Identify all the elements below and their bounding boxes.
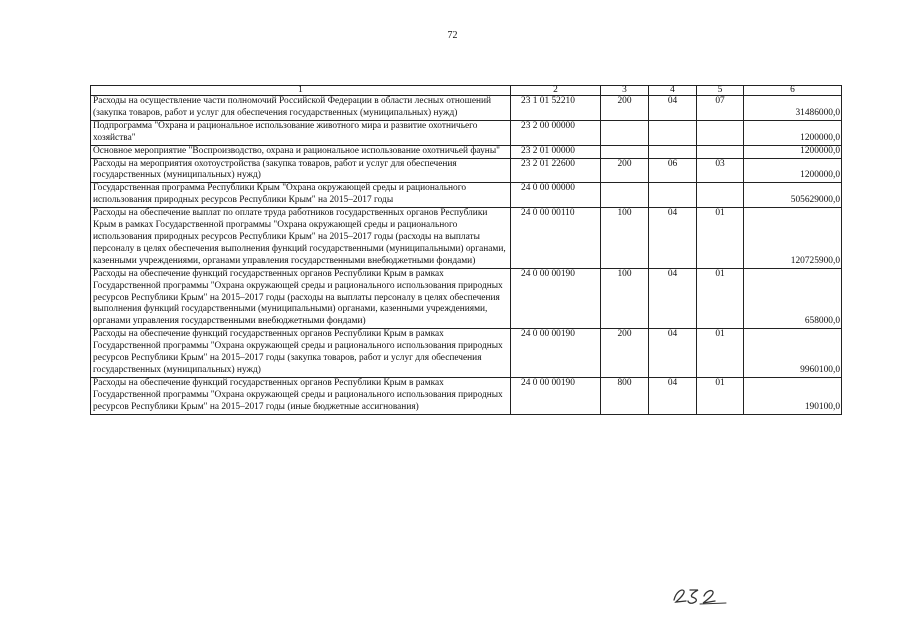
row-amount: 9960100,0 (744, 329, 842, 378)
row-type: 200 (601, 158, 649, 183)
column-header-code: 2 (511, 86, 601, 96)
page-number: 72 (447, 30, 458, 41)
table-row (91, 183, 842, 208)
row-description: Расходы на обеспечение выплат по оплате труда работников государственных органов Республики Крым в рамках Государственной программы "Охрана окружающей среды и рационального использования природных ресурсов Республики Крым" на 2015–2017 годы (расходы на выплаты персоналу в целях обеспечения выполнения функций государственными (муниципальными) органами, казенными учреждениями, органами управления государственными внебюджетными фондами) (91, 208, 511, 269)
row-code: 23 1 01 52210 (511, 96, 601, 121)
row-description: Расходы на обеспечение функций государственных органов Республики Крым в рамках Государственной программы "Охрана окружающей среды и рационального использования природных ресурсов Республики Крым" на 2015–2017 годы (закупка товаров, работ и услуг для обеспечения государственных (муниципальных) нужд) (91, 329, 511, 378)
row-code: 24 0 00 00190 (511, 329, 601, 378)
row-section: 04 (649, 377, 697, 414)
row-type: 800 (601, 377, 649, 414)
row-code: 23 2 01 22600 (511, 158, 601, 183)
row-subsection (697, 120, 744, 145)
column-header-section: 4 (649, 86, 697, 96)
row-section: 04 (649, 96, 697, 121)
column-header-type: 3 (601, 86, 649, 96)
row-description: Расходы на обеспечение функций государственных органов Республики Крым в рамках Государственной программы "Охрана окружающей среды и рационального использования природных ресурсов Республики Крым" на 2015–2017 годы (расходы на выплаты персоналу в целях обеспечения выполнения функций государственными (муниципальными) органами, казенными учреждениями, органами управления государственными внебюджетными фондами) (91, 268, 511, 329)
row-subsection (697, 183, 744, 208)
row-type (601, 183, 649, 208)
row-type: 200 (601, 329, 649, 378)
table-row (91, 158, 842, 183)
table-row (91, 377, 842, 414)
row-subsection (697, 145, 744, 158)
row-amount: 1200000,0 (744, 158, 842, 183)
row-description: Государственная программа Республики Крым "Охрана окружающей среды и рационального использования природных ресурсов Республики Крым" на 2015–2017 годы (91, 183, 511, 208)
row-subsection: 01 (697, 377, 744, 414)
row-description: Расходы на мероприятия охотоустройства (закупка товаров, работ и услуг для обеспечения государственных (муниципальных) нужд) (91, 158, 511, 183)
row-subsection: 01 (697, 208, 744, 269)
row-subsection: 01 (697, 329, 744, 378)
handwritten-page-mark (670, 582, 730, 606)
row-section: 04 (649, 268, 697, 329)
row-type (601, 120, 649, 145)
row-code: 23 2 01 00000 (511, 145, 601, 158)
row-section (649, 183, 697, 208)
row-description: Основное мероприятие "Воспроизводство, охрана и рациональное использование охотничьей фауны" (91, 145, 511, 158)
row-amount: 658000,0 (744, 268, 842, 329)
column-header-subsection: 5 (697, 86, 744, 96)
row-section (649, 145, 697, 158)
row-amount: 190100,0 (744, 377, 842, 414)
row-amount: 1200000,0 (744, 145, 842, 158)
table-row (91, 145, 842, 158)
row-section: 04 (649, 208, 697, 269)
table-row (91, 329, 842, 378)
row-type: 100 (601, 268, 649, 329)
row-code: 24 0 00 00190 (511, 377, 601, 414)
row-code: 23 2 00 00000 (511, 120, 601, 145)
table-header-row (91, 86, 842, 96)
column-header-amount: 6 (744, 86, 842, 96)
row-code: 24 0 00 00190 (511, 268, 601, 329)
row-type: 200 (601, 96, 649, 121)
row-code: 24 0 00 00000 (511, 183, 601, 208)
table-row (91, 208, 842, 269)
row-subsection: 03 (697, 158, 744, 183)
row-amount: 1200000,0 (744, 120, 842, 145)
row-amount: 31486000,0 (744, 96, 842, 121)
row-subsection: 07 (697, 96, 744, 121)
row-description: Подпрограмма "Охрана и рациональное использование животного мира и развитие охотничьего хозяйства" (91, 120, 511, 145)
column-header-description: 1 (91, 86, 511, 96)
row-section: 04 (649, 329, 697, 378)
row-subsection: 01 (697, 268, 744, 329)
budget-table (90, 85, 842, 415)
row-section (649, 120, 697, 145)
table-row (91, 120, 842, 145)
row-amount: 120725900,0 (744, 208, 842, 269)
row-type: 100 (601, 208, 649, 269)
row-description: Расходы на осуществление части полномочий Российской Федерации в области лесных отношений (закупка товаров, работ и услуг для обеспечения государственных (муниципальных) нужд) (91, 96, 511, 121)
table-row (91, 96, 842, 121)
row-code: 24 0 00 00110 (511, 208, 601, 269)
row-amount: 505629000,0 (744, 183, 842, 208)
row-description: Расходы на обеспечение функций государственных органов Республики Крым в рамках Государственной программы "Охрана окружающей среды и рационального использования природных ресурсов Республики Крым" на 2015–2017 годы (иные бюджетные ассигнования) (91, 377, 511, 414)
row-type (601, 145, 649, 158)
table-row (91, 268, 842, 329)
row-section: 06 (649, 158, 697, 183)
